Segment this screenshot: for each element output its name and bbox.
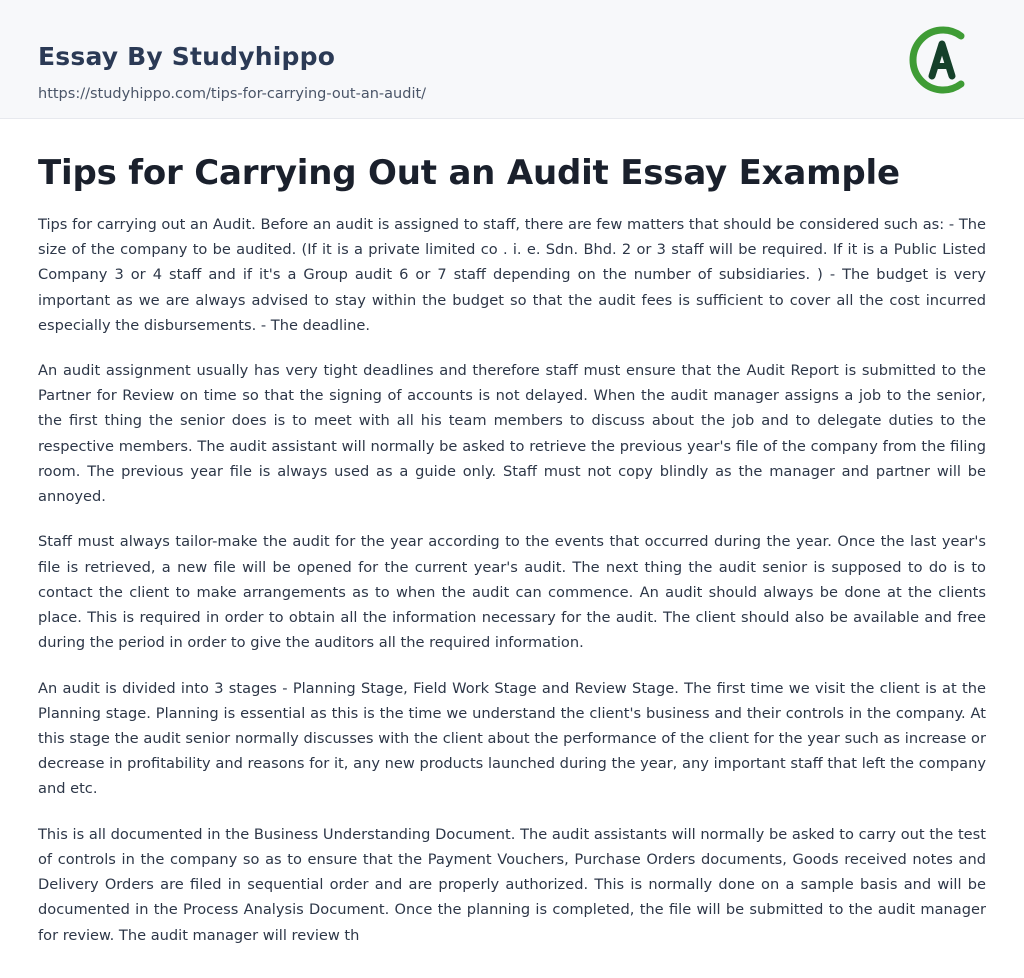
source-url-link[interactable]: https://studyhippo.com/tips-for-carrying-out-an-audit/	[38, 86, 427, 102]
paragraph: Tips for carrying out an Audit. Before an audit is assigned to staff, there are few matters that should be considered such as: - The size of the company to be audited. (If it is a private limited co . i. e. Sdn. Bhd. 2 or 3 staff will be required. If it is a Public Listed Company 3 or 4 staff and if it's a Group audit 6 or 7 staff depending on the number of subsidiaries. ) - The budget is very important as we are always advised to stay within the budget so that the audit fees is sufficient to cover all the cost incurred especially the disbursements. - The deadline.	[38, 215, 986, 334]
paragraph: Staff must always tailor-make the audit for the year according to the events that occurred during the year. Once the last year's file is retrieved, a new file will be opened for the current year's audit. The next thing the audit senior is supposed to do is to contact the client to make arrangements as to when the audit can commence. An audit should always be done at the clients place. This is required in order to obtain all the information necessary for the audit. The client should also be available and free during the period in order to give the auditors all the required information.	[38, 533, 986, 652]
document-body	[0, 119, 1024, 978]
page-title: Tips for Carrying Out an Audit Essay Example	[38, 153, 900, 193]
letter-a-circle-logo-icon	[904, 22, 980, 98]
paragraph: An audit assignment usually has very tight deadlines and therefore staff must ensure that the Audit Report is submitted to the Partner for Review on time so that the signing of accounts is not delayed. When the audit manager assigns a job to the senior, the first thing the senior does is to meet with all his team members to discuss about the job and to delegate duties to the respective members. The audit assistant will normally be asked to retrieve the previous year's file of the company from the filing room. The previous year file is always used as a guide only. Staff must not copy blindly as the manager and partner will be annoyed.	[38, 361, 986, 506]
paragraph: This is all documented in the Business Understanding Document. The audit assistants will normally be asked to carry out the test of controls in the company so as to ensure that the Payment Vouchers, Purchase Orders documents, Goods received notes and Delivery Orders are filed in sequential order and are properly authorized. This is normally done on a sample basis and will be documented in the Process Analysis Document. Once the planning is completed, the file will be submitted to the audit manager for review. The audit manager will review th	[38, 825, 986, 944]
site-header	[0, 0, 1024, 119]
paragraph: An audit is divided into 3 stages - Planning Stage, Field Work Stage and Review Stage. The first time we visit the client is at the Planning stage. Planning is essential as this is the time we understand the client's business and their controls in the company. At this stage the audit senior normally discusses with the client about the performance of the client for the year such as increase or decrease in profitability and reasons for it, any new products launched during the year, any important staff that left the company and etc.	[38, 679, 986, 798]
brand-title: Essay By Studyhippo	[38, 42, 336, 71]
